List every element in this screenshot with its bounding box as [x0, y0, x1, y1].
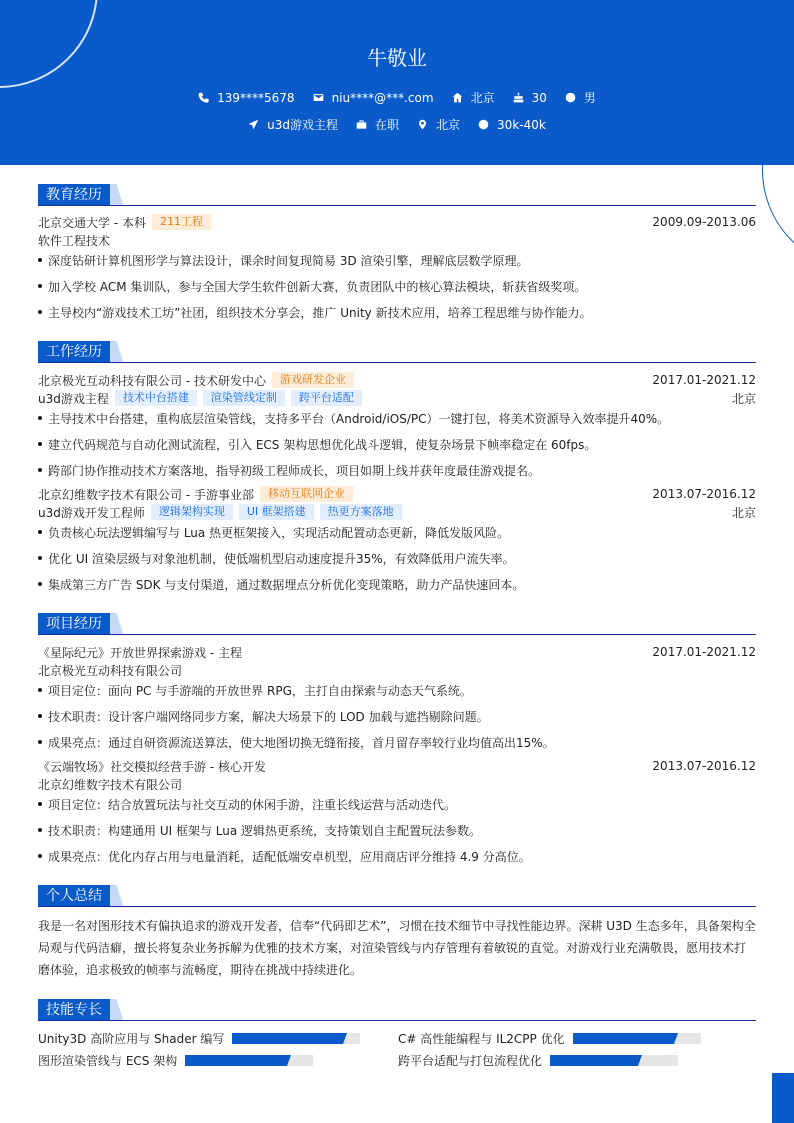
- project-header: [38, 757, 756, 775]
- section-divider: [38, 205, 756, 206]
- skill-name: 图形渲染管线与 ECS 架构: [38, 1053, 178, 1068]
- skill-bar: [232, 1033, 360, 1044]
- skill-tag: 技术中台搭建: [115, 390, 197, 406]
- major: 软件工程技术: [38, 234, 111, 248]
- info-age: [513, 89, 547, 106]
- salary-text: 30k-40k: [497, 117, 546, 132]
- section-title-work: 工作经历: [38, 341, 110, 363]
- resume-header: [0, 0, 794, 165]
- info-hometown: [452, 89, 495, 106]
- info-city: [417, 116, 460, 133]
- list-item: 加入学校 ACM 集训队，参与全国大学生软件创新大赛，负责团队中的核心算法模块，斩获省级奖项。: [38, 278, 756, 295]
- company-badge: 移动互联网企业: [260, 486, 353, 502]
- section-work: [38, 341, 756, 363]
- section-title-projects: 项目经历: [38, 613, 110, 635]
- list-item: 负责核心玩法逻辑编写与 Lua 热更框架接入，实现活动配置动态更新，降低发版风险。: [38, 524, 756, 541]
- info-position: [248, 116, 338, 133]
- home-icon: [452, 92, 463, 103]
- school-name: 北京交通大学 - 本科: [38, 215, 146, 230]
- phone-icon: [198, 92, 209, 103]
- list-item: 主导技术中台搭建，重构底层渲染管线，支持多平台（Android/iOS/PC）一键打包，将美术资源导入效率提升40%。: [38, 410, 756, 427]
- job-date: 2013.07-2016.12: [652, 487, 756, 501]
- money-icon: [478, 119, 489, 130]
- project-date: 2017.01-2021.12: [652, 645, 756, 659]
- job-city: 北京: [731, 391, 756, 406]
- position-text: u3d游戏主程: [267, 118, 339, 132]
- summary-line: 我是一名对图形技术有偏执追求的游戏开发者，信奉“代码即艺术”，习惯在技术细节中寻找性能边界。深耕 U3D 生态多年，具备架构全: [38, 919, 756, 933]
- section-title-education: 教育经历: [38, 184, 110, 206]
- list-item: 成果亮点：优化内存占用与电量消耗，适配低端安卓机型，应用商店评分维持 4.9 分高位。: [38, 848, 756, 865]
- info-email: [313, 89, 434, 106]
- contact-row-1: [0, 89, 794, 106]
- job-role: u3d游戏开发工程师: [38, 505, 145, 520]
- job-role-row: [38, 503, 756, 521]
- contact-row-2: [0, 116, 794, 133]
- summary-line: 局观与代码洁癖，擅长将复杂业务拆解为优雅的技术方案，对渲染管线与内存管理有着敏锐的直觉。对游戏行业充满敬畏，愿用技术打: [38, 941, 747, 955]
- summary-paragraph: [38, 915, 756, 981]
- candidate-name: 牛敬业: [367, 46, 427, 70]
- summary-line: 磨体验，追求极致的帧率与流畅度，期待在挑战中持续进化。: [38, 963, 363, 977]
- project-header: [38, 643, 756, 661]
- skill-item: [398, 1052, 678, 1068]
- section-summary: [38, 885, 756, 907]
- corner-decoration: [772, 1073, 794, 1123]
- list-item: 项目定位：结合放置玩法与社交互动的休闲手游，注重长线运营与活动迭代。: [38, 796, 756, 813]
- skill-name: Unity3D 高阶应用与 Shader 编写: [38, 1031, 225, 1046]
- project-company: 北京幻维数字技术有限公司: [38, 778, 183, 792]
- skill-tag: 热更方案落地: [320, 504, 402, 520]
- section-divider: [38, 906, 756, 907]
- project-name: 《云端牧场》社交模拟经营手游 - 核心开发: [38, 759, 266, 774]
- skill-bar: [550, 1055, 678, 1066]
- skill-tag: UI 框架搭建: [239, 504, 314, 520]
- location-icon: [417, 119, 428, 130]
- info-salary: [478, 116, 546, 133]
- education-date: 2009.09-2013.06: [652, 215, 756, 229]
- skill-tag: 逻辑架构实现: [151, 504, 233, 520]
- list-item: 集成第三方广告 SDK 与支付渠道，通过数据埋点分析优化变现策略，助力产品快速回本。: [38, 576, 756, 593]
- skill-name: 跨平台适配与打包流程优化: [398, 1053, 543, 1068]
- skill-bar: [185, 1055, 313, 1066]
- section-title-summary: 个人总结: [38, 885, 110, 907]
- skill-bar-fill: [550, 1055, 636, 1066]
- job-header: [38, 485, 756, 503]
- email-text: niu****@***.com: [331, 90, 434, 105]
- section-education: [38, 184, 756, 206]
- section-divider: [38, 634, 756, 635]
- company-name: 北京幻维数字技术有限公司 - 手游事业部: [38, 487, 254, 502]
- education-row: [38, 213, 756, 231]
- skill-bar: [573, 1033, 701, 1044]
- list-item: 技术职责：设计客户端网络同步方案，解决大场景下的 LOD 加载与遮挡剔除问题。: [38, 708, 756, 725]
- status-text: 在职: [375, 118, 400, 132]
- skill-bar-fill: [573, 1033, 673, 1044]
- section-title-skills: 技能专长: [38, 999, 110, 1021]
- list-item: 深度钻研计算机图形学与算法设计，课余时间复现简易 3D 渲染引擎，理解底层数学原理。: [38, 252, 756, 269]
- list-item: 成果亮点：通过自研资源流送算法，使大地图切换无缝衔接，首月留存率较行业均值高出15%。: [38, 734, 756, 751]
- section-divider: [38, 1020, 756, 1021]
- send-icon: [248, 119, 259, 130]
- job-city: 北京: [731, 505, 756, 520]
- skill-name: C# 高性能编程与 IL2CPP 优化: [398, 1031, 565, 1046]
- list-item: 技术职责：构建通用 UI 框架与 Lua 逻辑热更系统，支持策划自主配置玩法参数。: [38, 822, 756, 839]
- project-date: 2013.07-2016.12: [652, 759, 756, 773]
- list-item: 主导校内“游戏技术工坊”社团，组织技术分享会，推广 Unity 新技术应用，培养工程思维与协作能力。: [38, 304, 756, 321]
- gender-text: 男: [583, 91, 596, 105]
- section-divider: [38, 362, 756, 363]
- skill-item: [38, 1052, 313, 1068]
- skill-tag: 渲染管线定制: [203, 390, 285, 406]
- job-header: [38, 371, 756, 389]
- skill-bar-fill: [185, 1055, 285, 1066]
- list-item: 跨部门协作推动技术方案落地，指导初级工程师成长，项目如期上线并获年度最佳游戏提名。: [38, 462, 756, 479]
- section-projects: [38, 613, 756, 635]
- job-role: u3d游戏主程: [38, 391, 109, 406]
- info-phone: [198, 89, 294, 106]
- project-company: 北京极光互动科技有限公司: [38, 664, 183, 678]
- school-badge: 211工程: [152, 214, 211, 230]
- company-badge: 游戏研发企业: [272, 372, 354, 388]
- company-name: 北京极光互动科技有限公司 - 技术研发中心: [38, 373, 266, 388]
- job-role-row: [38, 389, 756, 407]
- cake-icon: [513, 92, 524, 103]
- gender-icon: [565, 92, 576, 103]
- list-item: 建立代码规范与自动化测试流程，引入 ECS 架构思想优化战斗逻辑，使复杂场景下帧率稳定在 60fps。: [38, 436, 756, 453]
- skill-bar-fill: [232, 1033, 341, 1044]
- section-skills: [38, 999, 756, 1021]
- skill-tag: 跨平台适配: [291, 390, 362, 406]
- phone-text: 139****5678: [217, 90, 295, 105]
- briefcase-icon: [356, 119, 367, 130]
- skill-item: [398, 1030, 701, 1046]
- project-name: 《星际纪元》开放世界探索游戏 - 主程: [38, 645, 242, 660]
- city-text: 北京: [436, 118, 461, 132]
- list-item: 优化 UI 渲染层级与对象池机制，使低端机型启动速度提升35%，有效降低用户流失率。: [38, 550, 756, 567]
- hometown-text: 北京: [470, 91, 495, 105]
- info-gender: [565, 89, 596, 106]
- age-text: 30: [531, 90, 547, 105]
- mail-icon: [313, 92, 324, 103]
- info-status: [356, 116, 399, 133]
- skill-item: [38, 1030, 360, 1046]
- job-date: 2017.01-2021.12: [652, 373, 756, 387]
- list-item: 项目定位：面向 PC 与手游端的开放世界 RPG，主打自由探索与动态天气系统。: [38, 682, 756, 699]
